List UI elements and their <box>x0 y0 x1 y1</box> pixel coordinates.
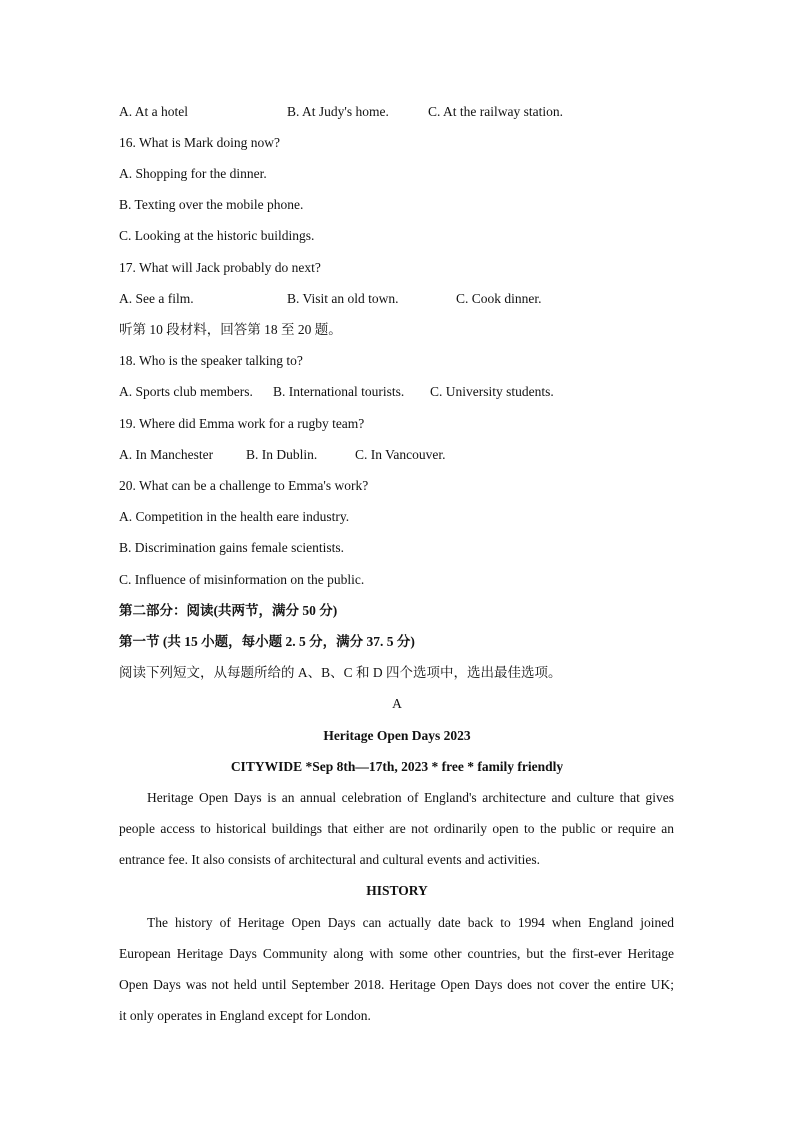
q15-option-b: B. At Judy's home. <box>287 104 389 119</box>
q16-option-a: A. Shopping for the dinner. <box>119 166 267 181</box>
para1-line-2: people access to historical buildings that either are not ordinarily open to the public or require an <box>119 821 674 836</box>
q18-option-c: C. University students. <box>430 384 554 399</box>
para2-line-2: European Heritage Days Community along with some other countries, but the first-ever Heritage <box>119 946 674 961</box>
part2-title: 第二部分：阅读(共两节，满分 50 分) <box>119 603 338 618</box>
reading-instruction: 阅读下列短文，从每题所给的 A、B、C 和 D 四个选项中，选出最佳选项。 <box>119 665 562 680</box>
para2-line-3: Open Days was not held until September 2018. Heritage Open Days does not cover the entire UK; <box>119 977 674 992</box>
q16-question: 16. What is Mark doing now? <box>119 135 280 150</box>
para1-line-1: Heritage Open Days is an annual celebration of England's architecture and culture that gives <box>147 790 674 805</box>
para1-line-3: entrance fee. It also consists of architectural and cultural events and activities. <box>119 852 540 867</box>
q19-option-c: C. In Vancouver. <box>355 447 446 462</box>
q15-option-a: A. At a hotel <box>119 104 188 119</box>
q19-option-a: A. In Manchester <box>119 447 214 462</box>
q16-option-b: B. Texting over the mobile phone. <box>119 197 304 212</box>
q17-option-c: C. Cook dinner. <box>456 291 542 306</box>
history-heading: HISTORY <box>366 883 428 898</box>
passage-letter: A <box>392 696 402 711</box>
q15-option-c: C. At the railway station. <box>428 104 563 119</box>
para2-line-4: it only operates in England except for London. <box>119 1008 371 1023</box>
listening-instruction: 听第 10 段材料，回答第 18 至 20 题。 <box>119 322 342 337</box>
q17-option-a: A. See a film. <box>119 291 194 306</box>
section1-title: 第一节 (共 15 小题，每小题 2. 5 分，满分 37. 5 分) <box>119 634 415 649</box>
passage-subtitle: CITYWIDE *Sep 8th—17th, 2023 * free * family friendly <box>230 759 564 774</box>
q20-option-c: C. Influence of misinformation on the public. <box>119 572 365 587</box>
passage-title: Heritage Open Days 2023 <box>323 728 471 743</box>
para2-line-1: The history of Heritage Open Days can actually date back to 1994 when England joined <box>147 915 674 930</box>
q20-question: 20. What can be a challenge to Emma's work? <box>119 478 369 493</box>
q18-question: 18. Who is the speaker talking to? <box>119 353 303 368</box>
q20-option-a: A. Competition in the health eare industry. <box>119 509 350 524</box>
q17-option-b: B. Visit an old town. <box>287 291 399 306</box>
q17-question: 17. What will Jack probably do next? <box>119 260 321 275</box>
q19-question: 19. Where did Emma work for a rugby team? <box>119 416 365 431</box>
q19-option-b: B. In Dublin. <box>246 447 318 462</box>
q16-option-c: C. Looking at the historic buildings. <box>119 228 315 243</box>
q18-option-a: A. Sports club members. <box>119 384 253 399</box>
q18-option-b: B. International tourists. <box>273 384 405 399</box>
q20-option-b: B. Discrimination gains female scientists. <box>119 540 344 555</box>
